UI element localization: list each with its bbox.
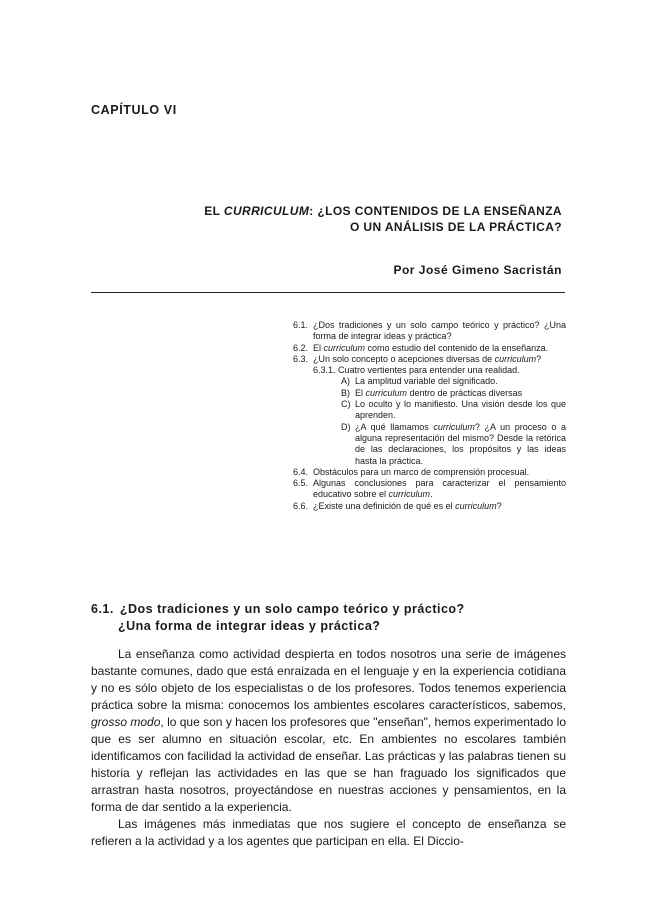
horizontal-rule	[91, 292, 565, 293]
author-byline: Por José Gimeno Sacristán	[393, 263, 562, 277]
toc-item-number: 6.4.	[293, 466, 309, 477]
title-line-2: O UN ANÁLISIS DE LA PRÁCTICA?	[349, 220, 562, 234]
toc-item-text	[338, 365, 566, 376]
toc-item	[293, 354, 566, 365]
toc-italic-term: curriculum	[494, 353, 537, 364]
toc-item-number: 6.3.	[293, 353, 309, 364]
body-text	[91, 646, 566, 850]
toc-text-part: ¿A qué llamamos	[355, 421, 434, 432]
paragraph-1	[91, 646, 566, 816]
table-of-contents	[293, 320, 566, 512]
toc-item-number: D)	[341, 421, 351, 432]
toc-text-part: La amplitud variable del significado.	[355, 376, 498, 387]
section-title-line-2: ¿Una forma de integrar ideas y práctica?	[118, 619, 381, 633]
paragraph-1-part-a: La enseñanza como actividad despierta en todos nosotros una serie de imágenes bastante comunes, dado que está enraizada en el lenguaje y en la experiencia cotidiana y no es sólo objeto de los especialistas o de los profesores. Todos tenemos experiencia práctica sobre la misma: conocemos los ambientes escolares característicos, sabemos,	[91, 647, 566, 712]
chapter-title	[204, 203, 562, 235]
toc-italic-term: curriculum	[323, 342, 366, 353]
toc-item-number: 6.1.	[293, 320, 309, 330]
toc-item-number: 6.2.	[293, 342, 309, 353]
toc-text-part: Algunas conclusiones para caracterizar el pensamiento educativo sobre el	[313, 478, 566, 500]
toc-item-number: C)	[341, 399, 351, 410]
toc-text-part: dentro de prácticas diversas	[407, 387, 523, 398]
toc-item-text	[313, 478, 566, 501]
toc-text-part: Obstáculos para un marco de comprensión procesual.	[313, 466, 530, 477]
toc-text-part: El	[355, 387, 366, 398]
toc-item	[293, 376, 566, 387]
toc-text-part: ?	[536, 353, 542, 364]
toc-item-text	[355, 422, 566, 467]
title-prefix: EL	[204, 204, 224, 218]
toc-text-part: Lo oculto y lo manifiesto. Una visión desde los que aprenden.	[355, 399, 566, 421]
toc-item-text	[313, 320, 566, 343]
toc-text-part: ¿Dos tradiciones y un solo campo teórico y práctico? ¿Una forma de integrar ideas y práctica?	[313, 320, 566, 342]
toc-item-text	[313, 343, 566, 354]
toc-italic-term: curriculum	[388, 489, 431, 500]
toc-italic-term: curriculum	[433, 421, 475, 432]
paragraph-2: Las imágenes más inmediatas que nos sugiere el concepto de enseñanza se refieren a la actividad y a los agentes que participan en ella. El Diccio-	[91, 817, 566, 848]
toc-item-text	[355, 399, 566, 422]
paragraph-1-italic: grosso modo	[91, 715, 161, 729]
toc-item-number: 6.6.	[293, 500, 309, 511]
toc-text-part: Cuatro vertientes para entender una realidad.	[338, 365, 520, 376]
toc-item	[293, 388, 566, 399]
toc-text-part: como estudio del contenido de la enseñanza.	[365, 342, 549, 353]
toc-italic-term: curriculum	[455, 500, 497, 511]
toc-item-text	[355, 388, 566, 399]
section-title-line-1: ¿Dos tradiciones y un solo campo teórico y práctico?	[119, 602, 465, 616]
toc-item-text	[313, 501, 566, 512]
toc-item	[293, 365, 566, 376]
title-suffix: : ¿LOS CONTENIDOS DE LA ENSEÑANZA	[309, 204, 562, 218]
toc-item	[293, 422, 566, 467]
toc-item	[293, 399, 566, 422]
toc-text-part: ¿Un solo concepto o acepciones diversas de	[313, 353, 495, 364]
toc-text-part: .	[430, 489, 433, 500]
toc-italic-term: curriculum	[365, 387, 408, 398]
chapter-label: CAPÍTULO VI	[91, 103, 177, 117]
toc-item-text	[313, 467, 566, 478]
toc-item	[293, 467, 566, 478]
toc-item-text	[313, 354, 566, 365]
toc-item-number: 6.3.1.	[313, 365, 336, 376]
section-heading	[91, 601, 465, 635]
toc-text-part: ? ¿A un proceso o a alguna representación del mismo? Desde la retórica de las declaraciones, los propósitos y las ideas hasta la práctica.	[355, 421, 566, 466]
toc-text-part: ?	[496, 500, 502, 511]
toc-item-number: A)	[341, 376, 350, 387]
section-number: 6.1.	[91, 602, 114, 616]
title-line-1	[204, 203, 562, 219]
toc-item-number: B)	[341, 387, 350, 398]
toc-text-part: El	[313, 342, 324, 353]
toc-text-part: ¿Existe una definición de qué es el	[313, 500, 456, 511]
paragraph-1-part-b: , lo que son y hacen los profesores que "enseñan", hemos experimentado lo que es ser alumno en situación escolar, etc. En ambientes no escolares también identificamos con facilidad la actividad de enseñar. Las prácticas y las palabras tienen su historia y reflejan las actividades en las que se han fraguado los significados que arrastran hasta nosotros, proyectándose en nuestras acciones y pensamientos, en la forma de dar sentido a la experiencia.	[91, 715, 566, 814]
toc-item-number: 6.5.	[293, 478, 309, 489]
toc-item-text	[355, 376, 566, 387]
title-italic-term: CURRICULUM	[223, 204, 310, 218]
toc-item	[293, 320, 566, 343]
toc-item	[293, 343, 566, 354]
toc-item	[293, 501, 566, 512]
toc-item	[293, 478, 566, 501]
